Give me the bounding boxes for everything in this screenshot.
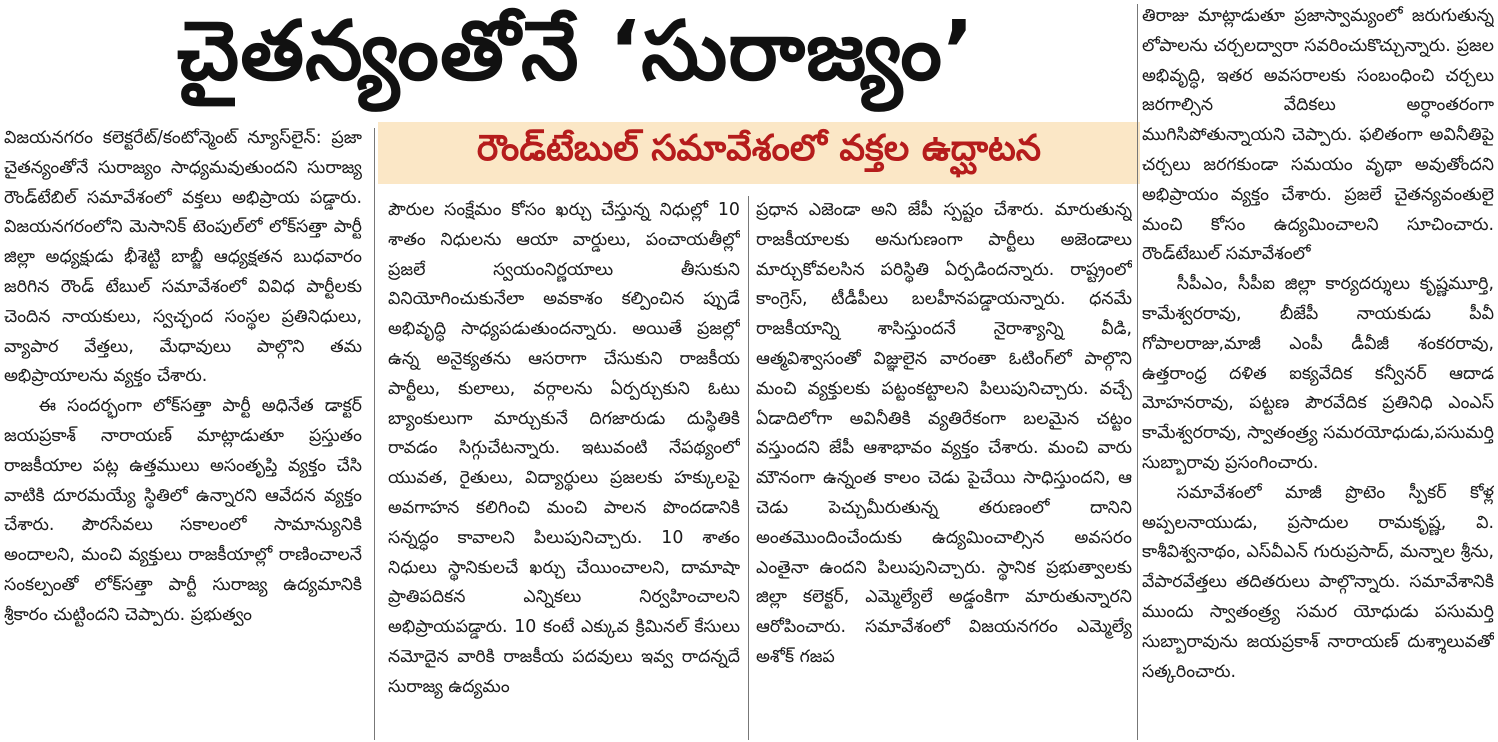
article-column-2 [388,196,740,740]
paragraph: ప్రధాన ఎజెండా అని జేపీ స్పష్టం చేశారు. మారుతున్న రాజకీయాలకు అనుగుణంగా పార్టీలు అజెండాలు మార్చుకోవలసిన పరిస్థితి ఏర్పడిందన్నారు. రాష్ట్రంలో కాంగ్రెస్, టీడీపీలు బలహీనపడ్డాయన్నారు. ధనమే రాజకీయాన్ని శాసిస్తుందనే నైరాశ్యాన్ని వీడి, ఆత్మవిశ్వాసంతో విజ్ఞులైన వారంతా ఓటింగ్‌లో పాల్గొని మంచి వ్యక్తులకు పట్టంకట్టాలని పిలుపునిచ్చారు. వచ్చే ఏడాదిలోగా అవినీతికి వ్యతిరేకంగా బలమైన చట్టం వస్తుందని జేపీ ఆశాభావం వ్యక్తం చేశారు. మంచి వారు మౌనంగా ఉన్నంత కాలం చెడు పైచేయి సాధిస్తుందని, ఆ చెడు పెచ్చుమీరుతున్న తరుణంలో దానిని అంతమొందించేందుకు ఉద్యమించాల్సిన అవసరం ఎంతైనా ఉందని పిలుపునిచ్చారు. స్థానిక ప్రభుత్వాలకు జిల్లా కలెక్టర్, ఎమ్మెల్యేలే అడ్డంకిగా మారుతున్నారని ఆరోపించారు. సమావేశంలో విజయనగరం ఎమ్మెల్యే అశోక్ గజప [756,200,1132,667]
paragraph: తిరాజు మాట్లాడుతూ ప్రజాస్వామ్యంలో జరుగుతున్న లోపాలను చర్చలద్వారా సవరించుకొచ్చున్నారు. ప్రజల అభివృద్ధి, ఇతర అవసరాలకు సంబంధించి చర్చలు జరగాల్సిన వేదికలు అర్ధాంతరంగా ముగిసిపోతున్నాయని చెప్పారు. ఫలితంగా అవినీతిపై చర్చలు జరగకుండా సమయం వృథా అవుతోందని అభిప్రాయం వ్యక్తం చేశారు. ప్రజలే చైతన్యవంతులై మంచి కోసం ఉద్యమించాలని సూచించారు. రౌండ్‌టేబుల్ సమావేశంలో [1142,6,1494,265]
article-column-4 [1142,2,1494,740]
paragraph: సమావేశంలో మాజీ ప్రొటెం స్పీకర్ కోళ్ల అప్పలనాయుడు, ప్రసాదుల రామకృష్ణ, వి. కాశీవిశ్వనాథం, ఎస్‌వీఎన్ గురుప్రసాద్, మన్నాల శ్రీను, వేపారవేత్తలు తదితరులు పాల్గొన్నారు. సమావేశానికి ముందు స్వాతంత్ర్య సమర యోధుడు పసుమర్తి సుబ్బారావును జయప్రకాశ్ నారాయణ్ దుశ్శాలువతో సత్కరించారు. [1142,482,1494,682]
paragraph: ఈ సందర్భంగా లోక్‌సత్తా పార్టీ అధినేత డాక్టర్ జయప్రకాశ్ నారాయణ్ మాట్లాడుతూ ప్రస్తుతం రాజకీయాల పట్ల ఉత్తములు అసంతృప్తి వ్యక్తం చేసి వాటికి దూరమయ్యే స్థితిలో ఉన్నారని ఆవేదన వ్యక్తం చేశారు. పౌరసేవలు సకాలంలో సామాన్యునికి అందాలని, మంచి వ్యక్తులు రాజకీయాల్లో రాణించాలనే సంకల్పంతో లోక్‌సత్తా పార్టీ సురాజ్య ఉద్యమానికి శ్రీకారం చుట్టిందని చెప్పారు. ప్రభుత్వం [4,396,362,625]
paragraph: విజయనగరం కలెక్టరేట్/కంటోన్మెంట్ న్యూస్‌లైన్: ప్రజా చైతన్యంతోనే సురాజ్యం సాధ్యమవుతుందని సురాజ్య రౌండ్‌టేబిల్ సమావేశంలో వక్తలు అభిప్రాయ పడ్డారు. విజయనగరంలోని మెసానిక్ టెంపుల్‌లో లోక్‌సత్తా పార్టీ జిల్లా అధ్యక్షుడు భీశెట్టి బాబ్జీ ఆధ్యక్షతన బుధవారం జరిగిన రౌండ్ టేబుల్ సమావేశంలో వివిధ పార్టీలకు చెందిన నాయకులు, స్వచ్ఛంద సంస్థల ప్రతినిధులు, వ్యాపార వేత్తలు, మేధావులు పాల్గొని తమ అభిప్రాయాలను వ్యక్తం చేశారు. [4,128,362,387]
column-divider [748,196,749,740]
paragraph: పౌరుల సంక్షేమం కోసం ఖర్చు చేస్తున్న నిధుల్లో 10 శాతం నిధులను ఆయా వార్డులు, పంచాయతీల్లో ప్రజలే స్వయంనిర్ణయాలు తీసుకుని వినియోగించుకునేలా అవకాశం కల్పించిన ప్పుడే అభివృద్ధి సాధ్యపడుతుందన్నారు. అయితే ప్రజల్లో ఉన్న అనైక్యతను ఆసరాగా చేసుకుని రాజకీయ పార్టీలు, కులాలు, వర్గాలను ఏర్పర్చుకుని ఓటు బ్యాంకులుగా మార్చుకునే దిగజారుడు దుస్థితికి రావడం సిగ్గుచేటన్నారు. ఇటువంటి నేపథ్యంలో యువత, రైతులు, విద్యార్థులు ప్రజలకు హక్కులపై అవగాహన కలిగించి మంచి పాలన పొందడానికి సన్నద్ధం కావాలని పిలుపునిచ్చారు. 10 శాతం నిధులు స్థానికులచే ఖర్చు చేయించాలని, దామాషా ప్రాతిపదికన ఎన్నికలు నిర్వహించాలని అభిప్రాయపడ్డారు. 10 కంటే ఎక్కువ క్రిమినల్ కేసులు నమోదైన వారికి రాజకీయ పదవులు ఇవ్వ రాదన్నదే సురాజ్య ఉద్యమం [388,200,740,697]
headline: చైతన్యంతోనే ‘సురాజ్యం’ [176,3,976,99]
article-column-3 [756,196,1132,740]
column-divider [1137,4,1138,740]
paragraph: సీపీఎం, సీపీఐ జిల్లా కార్యదర్శులు కృష్ణమూర్తి, కామేశ్వరరావు, బీజేపీ నాయకుడు పీవీ గోపాలరాజు,మాజీ ఎంపీ డీవీజీ శంకరరావు, ఉత్తరాంధ్ర దళిత ఐక్యవేదిక కన్వీనర్ ఆదాడ మోహనరావు, పట్టణ పౌరవేదిక ప్రతినిధి ఎంఎస్ కామేశ్వరరావు, స్వాతంత్ర్య సమరయోధుడు,పసుమర్తి సుబ్బారావు ప్రసంగించారు. [1142,274,1494,473]
subheadline-banner: రౌండ్‌టేబుల్ సమావేశంలో వక్తల ఉద్ఘాటన [378,122,1140,184]
article-column-1 [4,124,362,740]
column-divider [374,128,375,740]
